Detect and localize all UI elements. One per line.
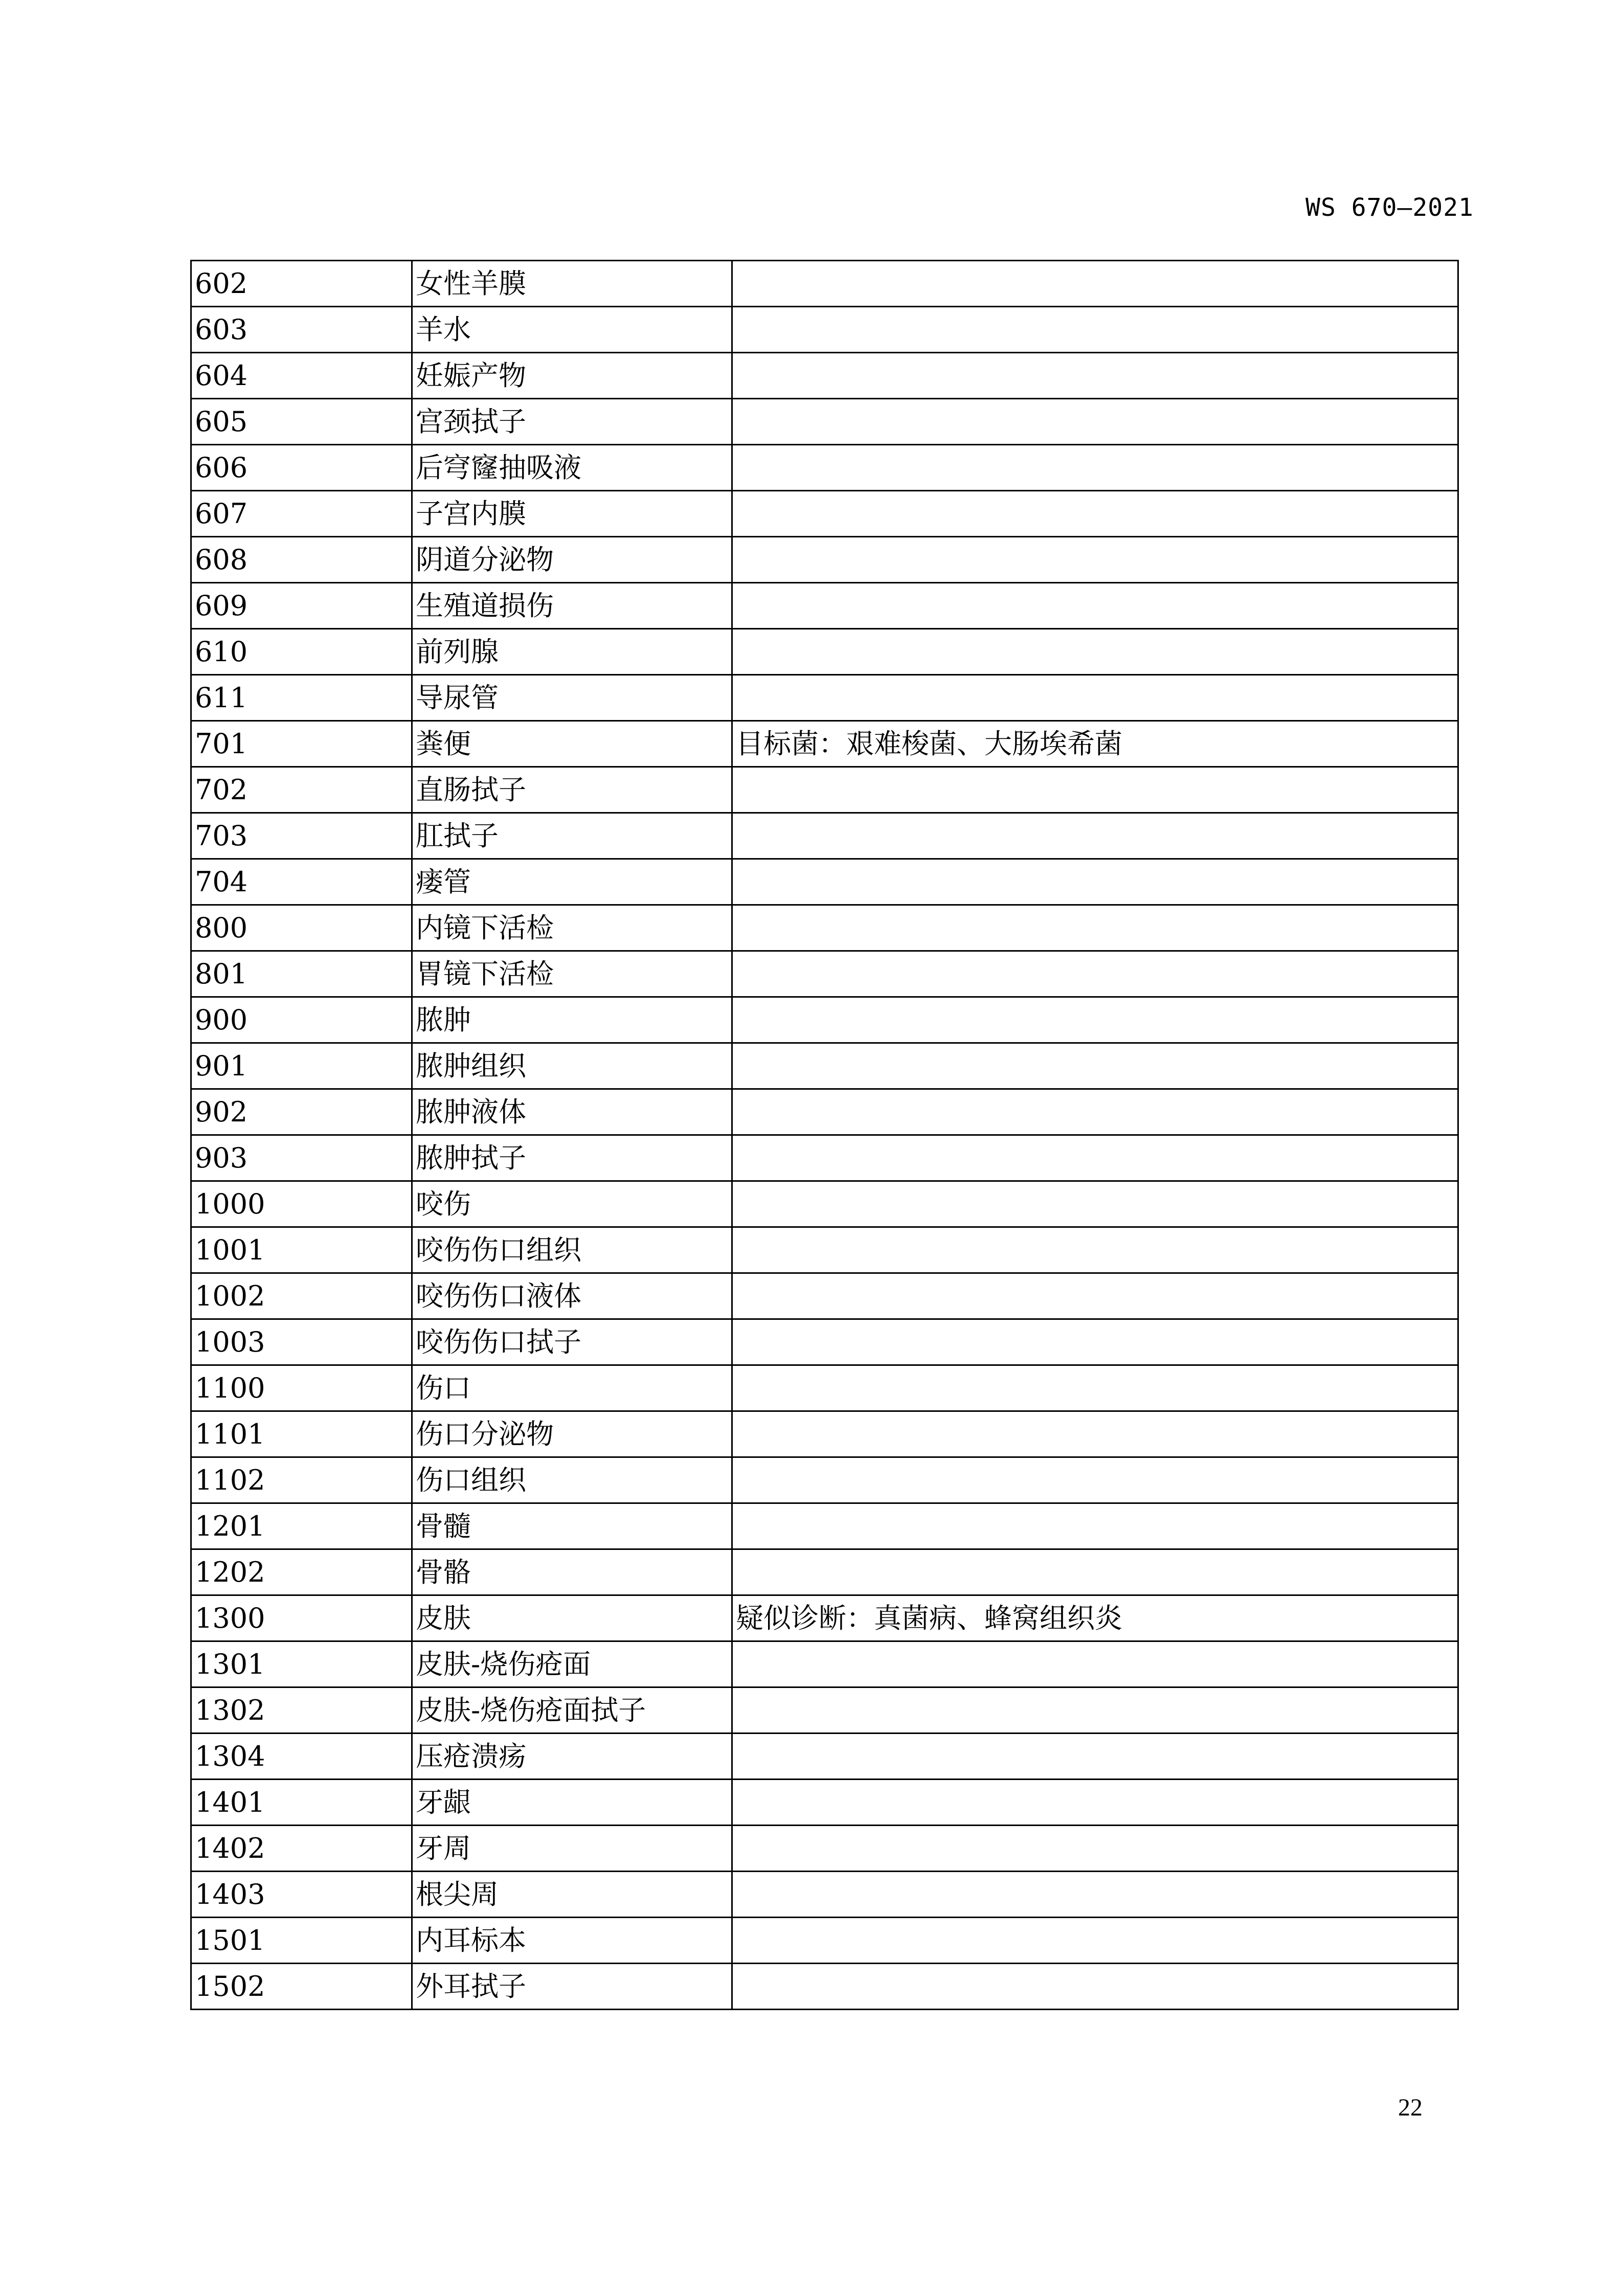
specimen-note-cell: [732, 813, 1458, 859]
specimen-code-cell: 1302: [191, 1687, 412, 1734]
specimen-code-cell: 1501: [191, 1918, 412, 1964]
specimen-note-cell: [732, 629, 1458, 675]
specimen-note-cell: [732, 1826, 1458, 1872]
specimen-code-cell: 1402: [191, 1826, 412, 1872]
table-row: [191, 1826, 1458, 1872]
specimen-code-cell: 1003: [191, 1319, 412, 1365]
table-row: [191, 1918, 1458, 1964]
specimen-note-cell: [732, 905, 1458, 951]
specimen-name-cell: 皮肤-烧伤疮面拭子: [412, 1687, 732, 1734]
specimen-code-cell: 605: [191, 399, 412, 445]
table-row: [191, 1549, 1458, 1595]
specimen-name-cell: 肛拭子: [412, 813, 732, 859]
specimen-code-cell: 703: [191, 813, 412, 859]
specimen-name-cell: 生殖道损伤: [412, 583, 732, 629]
table-row: [191, 1457, 1458, 1503]
specimen-note-cell: [732, 1411, 1458, 1457]
specimen-code-cell: 1101: [191, 1411, 412, 1457]
table-row: [191, 1135, 1458, 1181]
specimen-code-cell: 800: [191, 905, 412, 951]
specimen-code-cell: 1201: [191, 1503, 412, 1549]
specimen-name-cell: 皮肤-烧伤疮面: [412, 1641, 732, 1687]
specimen-note-cell: [732, 1227, 1458, 1273]
page-number: 22: [1398, 2094, 1423, 2121]
specimen-code-cell: 1304: [191, 1734, 412, 1780]
specimen-code-cell: 602: [191, 261, 412, 307]
specimen-name-cell: 脓肿拭子: [412, 1135, 732, 1181]
table-row: [191, 951, 1458, 997]
specimen-name-cell: 咬伤: [412, 1181, 732, 1227]
specimen-code-cell: 1001: [191, 1227, 412, 1273]
specimen-name-cell: 根尖周: [412, 1872, 732, 1918]
specimen-note-cell: [732, 1918, 1458, 1964]
specimen-name-cell: 外耳拭子: [412, 1964, 732, 2010]
specimen-code-cell: 801: [191, 951, 412, 997]
specimen-note-cell: [732, 1734, 1458, 1780]
specimen-code-cell: 610: [191, 629, 412, 675]
specimen-table: [190, 260, 1459, 2010]
specimen-name-cell: 骨髓: [412, 1503, 732, 1549]
specimen-note-cell: [732, 1872, 1458, 1918]
specimen-note-cell: [732, 1319, 1458, 1365]
table-row: [191, 491, 1458, 537]
table-row: [191, 997, 1458, 1043]
table-row: [191, 1780, 1458, 1826]
specimen-note-cell: [732, 1135, 1458, 1181]
specimen-code-cell: 702: [191, 767, 412, 813]
table-row: [191, 1043, 1458, 1089]
specimen-note-cell: [732, 491, 1458, 537]
specimen-name-cell: 脓肿组织: [412, 1043, 732, 1089]
specimen-code-cell: 606: [191, 445, 412, 491]
specimen-note-cell: [732, 1964, 1458, 2010]
table-row: [191, 353, 1458, 399]
specimen-code-cell: 704: [191, 859, 412, 905]
specimen-name-cell: 羊水: [412, 307, 732, 353]
table-row: [191, 445, 1458, 491]
specimen-code-cell: 1403: [191, 1872, 412, 1918]
specimen-note-cell: [732, 1043, 1458, 1089]
table-row: [191, 1734, 1458, 1780]
document-code: WS 670—2021: [1305, 193, 1474, 222]
specimen-name-cell: 脓肿液体: [412, 1089, 732, 1135]
specimen-code-cell: 609: [191, 583, 412, 629]
specimen-name-cell: 咬伤伤口液体: [412, 1273, 732, 1319]
specimen-note-cell: [732, 1365, 1458, 1411]
specimen-note-cell: [732, 537, 1458, 583]
specimen-code-cell: 604: [191, 353, 412, 399]
table-row: [191, 1273, 1458, 1319]
specimen-code-cell: 607: [191, 491, 412, 537]
specimen-code-cell: 1300: [191, 1595, 412, 1641]
specimen-name-cell: 牙龈: [412, 1780, 732, 1826]
table-row: [191, 1641, 1458, 1687]
specimen-note-cell: [732, 859, 1458, 905]
specimen-name-cell: 粪便: [412, 721, 732, 767]
table-row: [191, 629, 1458, 675]
specimen-note-cell: [732, 767, 1458, 813]
specimen-note-cell: [732, 307, 1458, 353]
specimen-name-cell: 牙周: [412, 1826, 732, 1872]
table-row: [191, 905, 1458, 951]
specimen-name-cell: 伤口分泌物: [412, 1411, 732, 1457]
specimen-code-cell: 903: [191, 1135, 412, 1181]
specimen-note-cell: 目标菌：艰难梭菌、大肠埃希菌: [732, 721, 1458, 767]
specimen-note-cell: [732, 1273, 1458, 1319]
specimen-note-cell: [732, 1641, 1458, 1687]
specimen-code-cell: 1102: [191, 1457, 412, 1503]
specimen-note-cell: [732, 675, 1458, 721]
specimen-name-cell: 脓肿: [412, 997, 732, 1043]
specimen-code-cell: 1202: [191, 1549, 412, 1595]
specimen-name-cell: 阴道分泌物: [412, 537, 732, 583]
specimen-name-cell: 前列腺: [412, 629, 732, 675]
specimen-code-cell: 902: [191, 1089, 412, 1135]
table-row: [191, 307, 1458, 353]
table-row: [191, 583, 1458, 629]
specimen-name-cell: 咬伤伤口组织: [412, 1227, 732, 1273]
specimen-name-cell: 皮肤: [412, 1595, 732, 1641]
specimen-name-cell: 女性羊膜: [412, 261, 732, 307]
specimen-name-cell: 子宫内膜: [412, 491, 732, 537]
specimen-note-cell: [732, 353, 1458, 399]
specimen-note-cell: [732, 261, 1458, 307]
table-row: [191, 1964, 1458, 2010]
table-row: [191, 1687, 1458, 1734]
table-row: [191, 1872, 1458, 1918]
table-row: [191, 1503, 1458, 1549]
specimen-table-body: [191, 261, 1458, 2010]
specimen-code-cell: 1401: [191, 1780, 412, 1826]
specimen-note-cell: [732, 399, 1458, 445]
table-row: [191, 537, 1458, 583]
specimen-code-cell: 603: [191, 307, 412, 353]
table-row: [191, 1595, 1458, 1641]
specimen-name-cell: 骨骼: [412, 1549, 732, 1595]
specimen-note-cell: 疑似诊断：真菌病、蜂窝组织炎: [732, 1595, 1458, 1641]
specimen-note-cell: [732, 1089, 1458, 1135]
specimen-code-cell: 701: [191, 721, 412, 767]
specimen-code-cell: 1502: [191, 1964, 412, 2010]
specimen-name-cell: 伤口: [412, 1365, 732, 1411]
specimen-note-cell: [732, 583, 1458, 629]
specimen-code-cell: 900: [191, 997, 412, 1043]
specimen-name-cell: 胃镜下活检: [412, 951, 732, 997]
specimen-name-cell: 咬伤伤口拭子: [412, 1319, 732, 1365]
specimen-note-cell: [732, 1503, 1458, 1549]
specimen-note-cell: [732, 1181, 1458, 1227]
table-row: [191, 859, 1458, 905]
specimen-note-cell: [732, 1549, 1458, 1595]
specimen-name-cell: 妊娠产物: [412, 353, 732, 399]
table-row: [191, 767, 1458, 813]
specimen-code-cell: 1002: [191, 1273, 412, 1319]
specimen-note-cell: [732, 951, 1458, 997]
table-row: [191, 1181, 1458, 1227]
specimen-name-cell: 压疮溃疡: [412, 1734, 732, 1780]
table-row: [191, 1365, 1458, 1411]
specimen-note-cell: [732, 1687, 1458, 1734]
table-row: [191, 399, 1458, 445]
specimen-name-cell: 导尿管: [412, 675, 732, 721]
table-row: [191, 675, 1458, 721]
specimen-name-cell: 内耳标本: [412, 1918, 732, 1964]
specimen-name-cell: 伤口组织: [412, 1457, 732, 1503]
specimen-name-cell: 直肠拭子: [412, 767, 732, 813]
table-row: [191, 813, 1458, 859]
table-row: [191, 261, 1458, 307]
specimen-name-cell: 后穹窿抽吸液: [412, 445, 732, 491]
table-row: [191, 1319, 1458, 1365]
specimen-code-cell: 901: [191, 1043, 412, 1089]
specimen-note-cell: [732, 1457, 1458, 1503]
specimen-note-cell: [732, 1780, 1458, 1826]
specimen-name-cell: 瘘管: [412, 859, 732, 905]
table-row: [191, 1411, 1458, 1457]
specimen-code-cell: 611: [191, 675, 412, 721]
specimen-note-cell: [732, 445, 1458, 491]
specimen-note-cell: [732, 997, 1458, 1043]
table-row: [191, 721, 1458, 767]
specimen-name-cell: 宫颈拭子: [412, 399, 732, 445]
specimen-code-cell: 1301: [191, 1641, 412, 1687]
specimen-code-cell: 1000: [191, 1181, 412, 1227]
specimen-code-cell: 608: [191, 537, 412, 583]
table-row: [191, 1227, 1458, 1273]
specimen-name-cell: 内镜下活检: [412, 905, 732, 951]
specimen-code-cell: 1100: [191, 1365, 412, 1411]
table-row: [191, 1089, 1458, 1135]
